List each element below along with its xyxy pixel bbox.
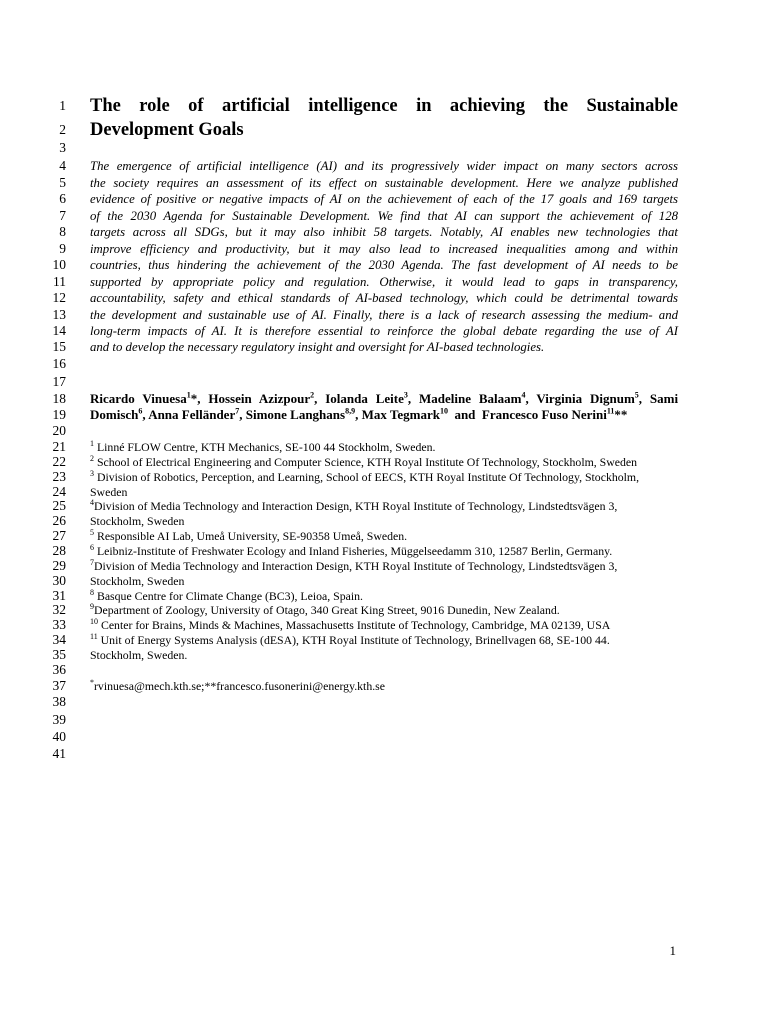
affiliation-number: 10 xyxy=(90,617,98,627)
line-number: 22 xyxy=(52,454,66,469)
author-name: Ricardo Vinuesa xyxy=(90,391,187,406)
line-number: 6 xyxy=(59,191,66,206)
author-affiliation-mark: 2 xyxy=(310,390,315,400)
author-affiliation-mark: 6 xyxy=(138,406,143,416)
author-name: Hossein Azizpour xyxy=(208,391,311,406)
line-number: 1 xyxy=(59,98,66,113)
affiliation-line xyxy=(90,513,678,529)
affiliation-line xyxy=(90,469,678,485)
affiliation-line xyxy=(90,558,678,574)
affiliation-line xyxy=(90,617,678,633)
abstract-line: evidence of positive or negative impacts of AI on the achievement of each of the 17 goals and 169 targets xyxy=(90,192,678,206)
affiliation-line xyxy=(90,454,678,470)
line-number: 40 xyxy=(52,729,66,744)
author-name: Madeline Balaam xyxy=(419,391,522,406)
affiliation-number: 7 xyxy=(90,558,94,568)
line-number: 15 xyxy=(52,339,66,354)
affiliation-line xyxy=(90,498,678,514)
line-number: 25 xyxy=(52,498,66,513)
author-affiliation-mark: 7 xyxy=(235,406,240,416)
title-line: Development Goals xyxy=(90,120,244,140)
affiliation-text: Linné FLOW Centre, KTH Mechanics, SE-100 44 Stockholm, Sweden. xyxy=(94,440,436,454)
title-line: The role of artificial intelligence in achieving the Sustainable xyxy=(90,96,678,116)
line-number: 23 xyxy=(52,469,66,484)
line-number: 27 xyxy=(52,528,66,543)
affiliation-text: Division of Robotics, Perception, and Learning, School of EECS, KTH Royal Institute Of Technology, Stockholm, xyxy=(94,470,640,484)
line-number: 32 xyxy=(52,602,66,617)
line-number: 18 xyxy=(52,391,66,406)
line-number: 29 xyxy=(52,558,66,573)
line-number: 38 xyxy=(52,694,66,709)
author-affiliation-mark: 10 xyxy=(439,406,448,416)
author-affiliation-mark: 8,9 xyxy=(345,406,356,416)
line-number: 36 xyxy=(52,662,66,677)
affiliation-text: Division of Media Technology and Interaction Design, KTH Royal Institute of Technology, Lindstedtsvägen 3, xyxy=(94,499,618,513)
affiliation-text: Center for Brains, Minds & Machines, Massachusetts Institute of Technology, Cambridge, MA 02139, USA xyxy=(98,618,611,632)
line-number: 39 xyxy=(52,712,66,727)
affiliation-line xyxy=(90,543,678,559)
author-name: Francesco Fuso Nerini xyxy=(481,407,607,422)
abstract-line: The emergence of artificial intelligence (AI) and its progressively wider impact on many sectors across xyxy=(90,159,678,173)
author-separator: and xyxy=(447,407,482,422)
author-affiliation-mark: 1 xyxy=(186,390,191,400)
author-line xyxy=(90,407,678,423)
affiliation-text: Leibniz-Institute of Freshwater Ecology and Inland Fisheries, Müggelseedamm 310, 12587 Berlin, Germany. xyxy=(94,544,613,558)
author-separator: , xyxy=(638,391,650,406)
author-separator: ** xyxy=(614,407,628,422)
author-affiliation-mark: 11 xyxy=(606,406,615,416)
affiliation-number: 2 xyxy=(90,454,94,464)
line-number: 31 xyxy=(52,588,66,603)
affiliation-text: Responsible AI Lab, Umeå University, SE-90358 Umeå, Sweden. xyxy=(94,529,408,543)
line-number: 4 xyxy=(59,158,66,173)
line-number: 28 xyxy=(52,543,66,558)
affiliation-number: 8 xyxy=(90,588,94,598)
line-number: 2 xyxy=(59,122,66,137)
author-name: Iolanda Leite xyxy=(325,391,404,406)
affiliation-text: Division of Media Technology and Interaction Design, KTH Royal Institute of Technology, Lindstedtsvägen 3, xyxy=(94,559,618,573)
author-separator: , xyxy=(355,407,362,422)
line-number: 34 xyxy=(52,632,66,647)
affiliation-text: Sweden xyxy=(90,485,128,499)
line-number: 7 xyxy=(59,208,66,223)
abstract-line: targets across all SDGs, but it may also inhibit 58 targets. Notably, AI enables new technologies that xyxy=(90,225,678,239)
line-number: 13 xyxy=(52,307,66,322)
affiliation-text: Department of Zoology, University of Otago, 340 Great King Street, 9016 Dunedin, New Zealand. xyxy=(94,603,560,617)
affiliation-number: 4 xyxy=(90,498,94,508)
line-number: 10 xyxy=(52,257,66,272)
line-number: 12 xyxy=(52,290,66,305)
correspondence-mark: * xyxy=(90,678,94,688)
affiliation-number: 6 xyxy=(90,543,94,553)
affiliation-text: School of Electrical Engineering and Computer Science, KTH Royal Institute Of Technology, Stockholm, Sweden xyxy=(94,455,638,469)
affiliation-text: Basque Centre for Climate Change (BC3), Leioa, Spain. xyxy=(94,589,363,603)
author-affiliation-mark: 3 xyxy=(403,390,408,400)
author-affiliation-mark: 5 xyxy=(634,390,639,400)
affiliation-number: 3 xyxy=(90,469,94,479)
affiliation-line xyxy=(90,528,678,544)
affiliation-number: 11 xyxy=(90,632,98,642)
author-name: Virginia Dignum xyxy=(536,391,635,406)
abstract-line: of the 2030 Agenda for Sustainable Development. We find that AI can support the achievement of 128 xyxy=(90,209,678,223)
line-number: 9 xyxy=(59,241,66,256)
line-number: 14 xyxy=(52,323,66,338)
page-number: 1 xyxy=(669,943,676,958)
line-number: 24 xyxy=(52,484,66,499)
affiliation-text: Stockholm, Sweden xyxy=(90,574,185,588)
author-separator: *, xyxy=(190,391,209,406)
line-number: 26 xyxy=(52,513,66,528)
affiliation-line xyxy=(90,647,678,663)
line-number: 17 xyxy=(52,374,66,389)
author-line xyxy=(90,391,678,407)
affiliation-text: Stockholm, Sweden xyxy=(90,514,185,528)
line-number: 41 xyxy=(52,746,66,761)
affiliation-number: 9 xyxy=(90,602,94,612)
line-number: 19 xyxy=(52,407,66,422)
author-name: Sami xyxy=(649,391,679,406)
author-name: Simone Langhans xyxy=(245,407,346,422)
abstract-line: improve efficiency and productivity, but it may also lead to increased inequalities among and within xyxy=(90,242,678,256)
affiliation-number: 5 xyxy=(90,528,94,538)
author-name: Anna Felländer xyxy=(148,407,236,422)
author-separator: , xyxy=(407,391,420,406)
abstract-line: accountability, safety and ethical standards of AI-based technology, which could be detrimental towards xyxy=(90,291,678,305)
line-number: 3 xyxy=(59,140,66,155)
author-separator: , xyxy=(142,407,149,422)
affiliation-line xyxy=(90,573,678,589)
line-number: 33 xyxy=(52,617,66,632)
line-number: 11 xyxy=(53,274,66,289)
abstract-line: the society requires an assessment of its effect on sustainable development. Here we analyze published xyxy=(90,176,678,190)
author-affiliation-mark: 4 xyxy=(521,390,526,400)
correspondence-emails xyxy=(90,678,678,694)
correspondence-text: rvinuesa@mech.kth.se;**francesco.fusonerini@energy.kth.se xyxy=(94,679,385,693)
affiliation-text: Stockholm, Sweden. xyxy=(90,648,188,662)
line-number: 21 xyxy=(52,439,66,454)
abstract-line: and to develop the necessary regulatory insight and oversight for AI-based technologies. xyxy=(90,340,545,354)
author-separator: , xyxy=(525,391,537,406)
abstract-line: countries, thus hindering the achievement of the 2030 Agenda. The fast development of AI needs to be xyxy=(90,258,678,272)
line-number: 20 xyxy=(52,423,66,438)
abstract-line: long-term impacts of AI. It is therefore essential to reinforce the global debate regarding the use of AI xyxy=(90,324,678,338)
author-separator: , xyxy=(239,407,246,422)
affiliation-line xyxy=(90,602,678,618)
affiliation-line xyxy=(90,632,678,648)
affiliation-number: 1 xyxy=(90,439,94,449)
author-separator: , xyxy=(314,391,326,406)
line-number: 16 xyxy=(52,356,66,371)
line-number: 30 xyxy=(52,573,66,588)
abstract-line: supported by appropriate policy and regulation. Otherwise, it would lead to gaps in transparency, xyxy=(90,275,678,289)
author-name: Max Tegmark xyxy=(361,407,440,422)
line-number: 35 xyxy=(52,647,66,662)
author-name: Domisch xyxy=(90,407,139,422)
line-number: 37 xyxy=(52,678,66,693)
line-number: 5 xyxy=(59,175,66,190)
affiliation-line xyxy=(90,439,678,455)
abstract-line: the development and sustainable use of AI. Finally, there is a lack of research assessing the medium- and xyxy=(90,308,678,322)
affiliation-text: Unit of Energy Systems Analysis (dESA), KTH Royal Institute of Technology, Brinellvagen 68, SE-100 44. xyxy=(97,633,610,647)
line-number: 8 xyxy=(59,224,66,239)
